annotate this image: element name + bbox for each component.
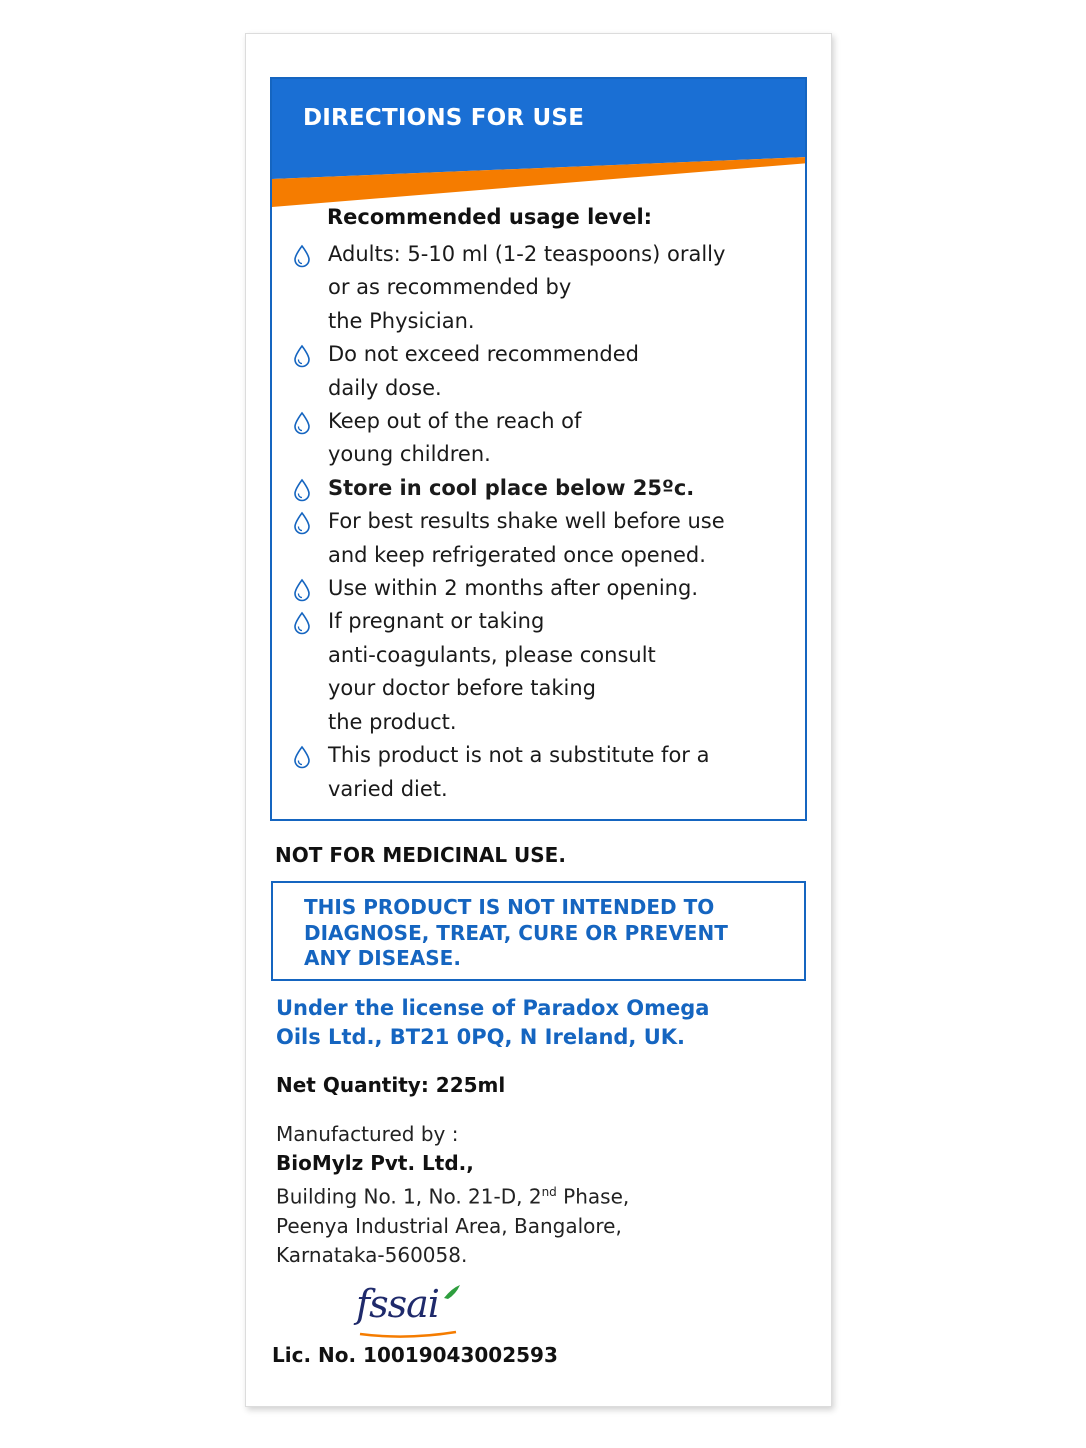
manufacturer-block xyxy=(276,1120,629,1270)
directions-item-text: Keep out of the reach of young children. xyxy=(328,409,582,467)
fssai-logo-accent xyxy=(356,1282,466,1340)
net-quantity: Net Quantity: 225ml xyxy=(276,1073,506,1097)
license-text: Under the license of Paradox Omega Oils Ltd., BT21 0PQ, N Ireland, UK. xyxy=(276,996,710,1049)
directions-title: DIRECTIONS FOR USE xyxy=(303,105,585,131)
address-1-pre: Building No. 1, No. 21-D, 2 xyxy=(276,1184,542,1209)
address-1-sup: nd xyxy=(541,1185,557,1199)
directions-item xyxy=(292,338,792,405)
directions-list xyxy=(292,238,792,806)
water-drop-icon xyxy=(292,344,312,368)
directions-item xyxy=(292,505,792,572)
manufacturer-company: BioMylz Pvt. Ltd., xyxy=(276,1151,474,1175)
water-drop-icon xyxy=(292,244,312,268)
license-number: Lic. No. 10019043002593 xyxy=(272,1343,558,1367)
directions-header xyxy=(272,79,805,209)
fssai-logo-text: fssai xyxy=(356,1282,439,1326)
manufacturer-label: Manufactured by : xyxy=(276,1122,459,1146)
directions-item xyxy=(292,605,792,739)
not-medicinal-notice: NOT FOR MEDICINAL USE. xyxy=(275,843,566,867)
water-drop-icon xyxy=(292,511,312,535)
directions-item-text: Adults: 5-10 ml (1-2 teaspoons) orally or as recommended by the Physician. xyxy=(328,242,726,333)
directions-item-text: If pregnant or taking anti-coagulants, please consult your doctor before taking the product. xyxy=(328,609,656,734)
directions-item-text: Use within 2 months after opening. xyxy=(328,576,699,601)
directions-item-text: Store in cool place below 25ºc. xyxy=(328,475,695,500)
disclaimer-box xyxy=(271,881,806,981)
disclaimer-text: THIS PRODUCT IS NOT INTENDED TO DIAGNOSE, TREAT, CURE OR PREVENT ANY DISEASE. xyxy=(304,895,728,970)
directions-panel xyxy=(270,77,807,821)
manufacturer-address-2: Peenya Industrial Area, Bangalore, xyxy=(276,1213,622,1238)
address-1-post: Phase, xyxy=(556,1184,630,1209)
water-drop-icon xyxy=(292,411,312,435)
directions-item-text: For best results shake well before use and keep refrigerated once opened. xyxy=(328,509,725,567)
directions-item xyxy=(292,472,792,505)
manufacturer-address-1 xyxy=(276,1178,629,1212)
directions-item-text: This product is not a substitute for a varied diet. xyxy=(328,743,710,801)
header-banner-shape xyxy=(272,79,807,209)
water-drop-icon xyxy=(292,478,312,502)
fssai-logo xyxy=(356,1282,466,1340)
directions-item xyxy=(292,572,792,605)
directions-item xyxy=(292,739,792,806)
manufacturer-address-3: Karnataka-560058. xyxy=(276,1242,468,1267)
water-drop-icon xyxy=(292,578,312,602)
water-drop-icon xyxy=(292,611,312,635)
directions-item-text: Do not exceed recommended daily dose. xyxy=(328,342,639,400)
usage-heading: Recommended usage level: xyxy=(327,205,653,229)
water-drop-icon xyxy=(292,745,312,769)
directions-item xyxy=(292,238,792,338)
directions-item xyxy=(292,405,792,472)
